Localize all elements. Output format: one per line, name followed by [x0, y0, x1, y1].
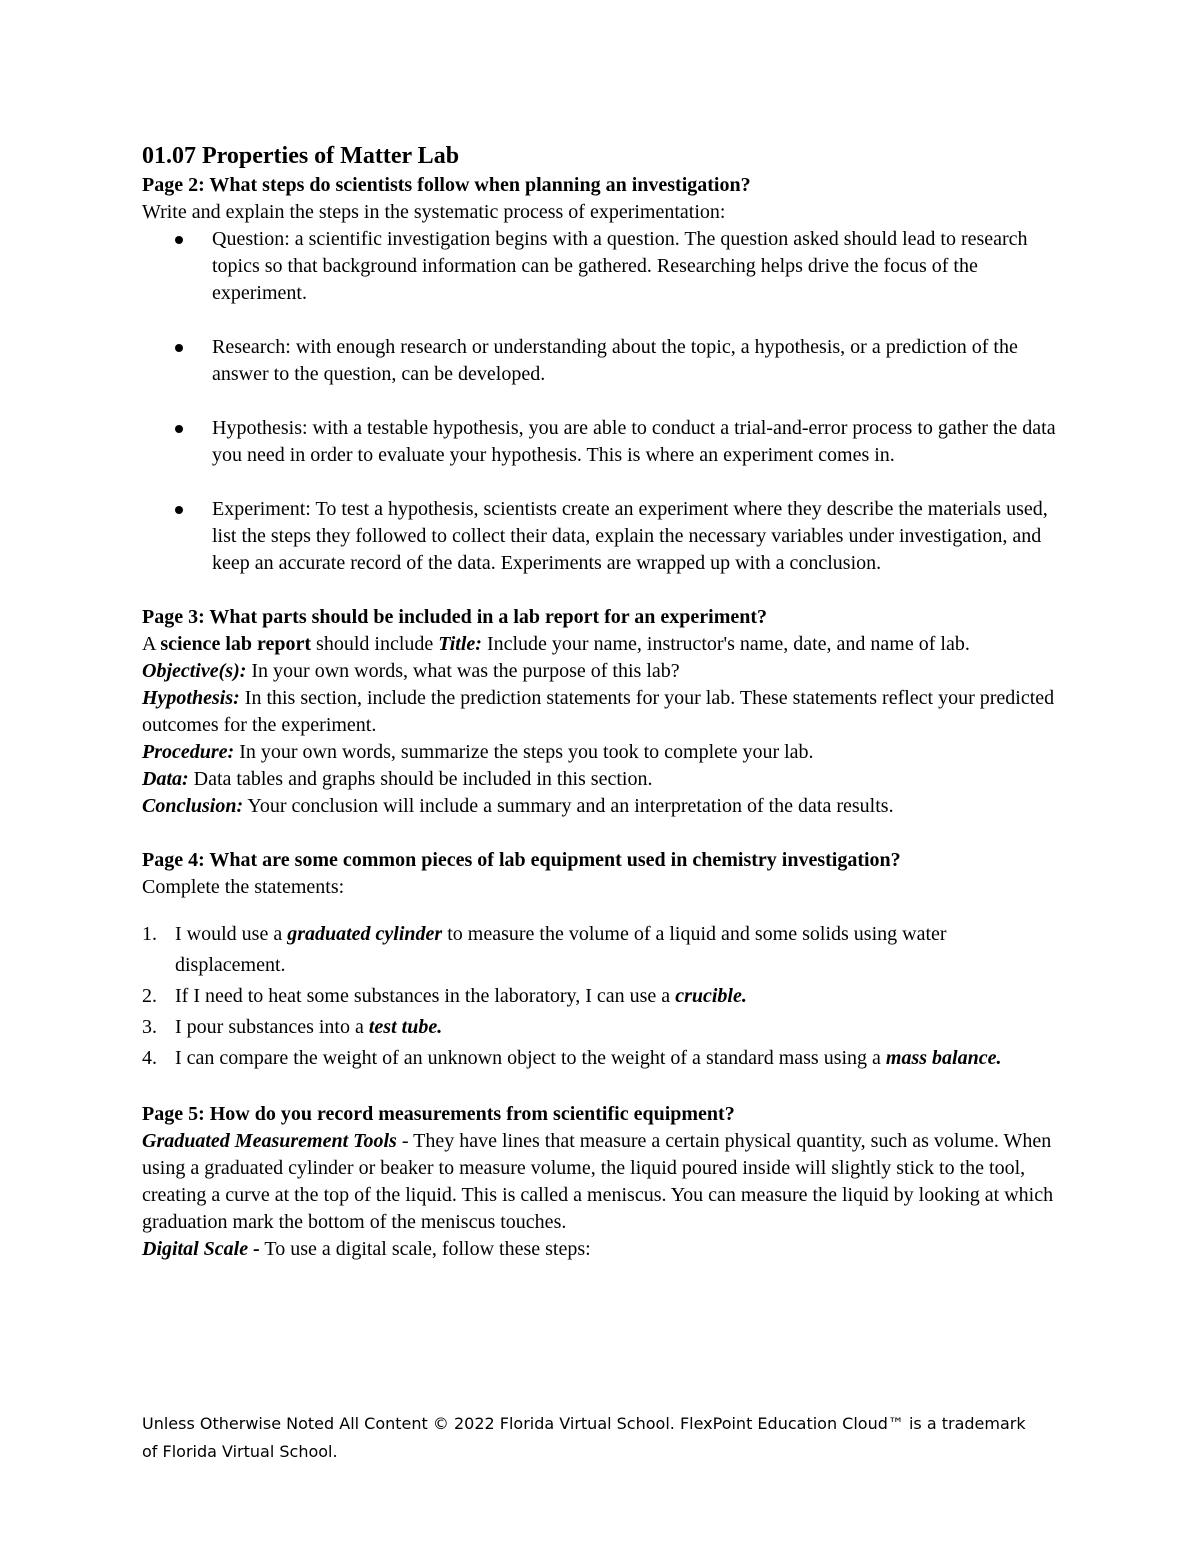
report-part — [142, 739, 1062, 766]
text-run: I can compare the weight of an unknown object to the weight of a standard mass using a — [175, 1047, 886, 1069]
list-item — [142, 496, 1062, 577]
section-heading: Page 4: What are some common pieces of lab equipment used in chemistry investigation? — [142, 849, 901, 871]
steps-bullet-list — [142, 226, 1062, 577]
list-item-text: Experiment: To test a hypothesis, scientists create an experiment where they describe the materials used, list the steps they followed to collect their data, explain the necessary variables under investigation, and keep an accurate record of the data. Experiments are wrapped up with a conclusion. — [212, 498, 1048, 574]
report-part-term: Data: — [142, 768, 189, 790]
text-run: A — [142, 633, 161, 655]
list-item — [142, 919, 1062, 981]
list-number: 1. — [142, 923, 157, 945]
definition-term: Digital Scale - — [142, 1238, 260, 1260]
list-item — [142, 415, 1062, 469]
section-page-5 — [142, 1101, 1062, 1263]
bullet-icon — [175, 425, 183, 433]
list-item-text: Research: with enough research or understanding about the topic, a hypothesis, or a prediction of the answer to the question, can be developed. — [212, 336, 1018, 385]
section-page-2 — [142, 172, 1062, 577]
report-part — [142, 766, 1062, 793]
digital-scale-paragraph — [142, 1236, 1062, 1263]
text-run: I would use a — [175, 923, 288, 945]
report-part — [142, 658, 1062, 685]
list-item-text: Question: a scientific investigation begins with a question. The question asked should lead to research topics so that background information can be gathered. Researching helps drive the focus of the experiment. — [212, 228, 1028, 304]
bullet-icon — [175, 344, 183, 352]
document-title: 01.07 Properties of Matter Lab — [142, 143, 460, 169]
answer-term: test tube. — [368, 1016, 443, 1038]
answer-term: crucible. — [675, 985, 747, 1007]
copyright-footer: Unless Otherwise Noted All Content © 2022 Florida Virtual School. FlexPoint Education Cloud™ is a trademark of Florida Virtual School. — [142, 1414, 1026, 1461]
section-heading: Page 3: What parts should be included in a lab report for an experiment? — [142, 606, 768, 628]
lab-report-intro — [142, 631, 1062, 658]
text-run: Include your name, instructor's name, date, and name of lab. — [481, 633, 970, 655]
equipment-numbered-list — [142, 919, 1062, 1074]
bold-term: science lab report — [160, 633, 312, 655]
list-number: 4. — [142, 1047, 157, 1069]
report-part-term: Procedure: — [142, 741, 235, 763]
section-heading: Page 5: How do you record measurements from scientific equipment? — [142, 1103, 735, 1125]
answer-term: graduated cylinder — [287, 923, 443, 945]
list-item — [142, 1043, 1062, 1074]
definition-text: - They have lines that measure a certain physical quantity, such as volume. When using a graduated cylinder or beaker to measure volume, the liquid poured inside will slightly stick to the tool, creating a curve at the top of the liquid. This is called a meniscus. You can measure the liquid by looking at which graduation mark the bottom of the meniscus touches. — [142, 1130, 1054, 1233]
report-part — [142, 685, 1062, 739]
measurement-tools-paragraph — [142, 1128, 1062, 1236]
text-run: I pour substances into a — [175, 1016, 369, 1038]
answer-term: mass balance. — [885, 1047, 1002, 1069]
section-intro: Write and explain the steps in the systematic process of experimentation: — [142, 201, 726, 223]
text-run: should include — [311, 633, 439, 655]
list-number: 2. — [142, 985, 157, 1007]
document-body — [142, 140, 1062, 1263]
list-item — [142, 226, 1062, 307]
section-intro: Complete the statements: — [142, 876, 345, 898]
section-heading: Page 2: What steps do scientists follow when planning an investigation? — [142, 174, 751, 196]
report-part-term: Objective(s): — [142, 660, 247, 682]
list-item — [142, 981, 1062, 1012]
bullet-icon — [175, 236, 183, 244]
report-part-term: Conclusion: — [142, 795, 244, 817]
list-item — [142, 1012, 1062, 1043]
text-run: to measure the volume of a liquid and some solids using water displacement. — [175, 923, 947, 976]
report-part-text: Your conclusion will include a summary and an interpretation of the data results. — [243, 795, 894, 817]
list-item — [142, 334, 1062, 388]
report-part-term: Title: — [438, 633, 482, 655]
definition-text: To use a digital scale, follow these steps: — [259, 1238, 591, 1260]
text-run: If I need to heat some substances in the laboratory, I can use a — [175, 985, 676, 1007]
definition-term: Graduated Measurement Tools — [142, 1130, 397, 1152]
section-page-3 — [142, 604, 1062, 820]
report-part-term: Hypothesis: — [142, 687, 240, 709]
report-part — [142, 793, 1062, 820]
list-item-text: Hypothesis: with a testable hypothesis, you are able to conduct a trial-and-error process to gather the data you need in order to evaluate your hypothesis. This is where an experiment comes in. — [212, 417, 1056, 466]
report-part-text: In your own words, what was the purpose of this lab? — [246, 660, 680, 682]
list-number: 3. — [142, 1016, 157, 1038]
section-page-4 — [142, 847, 1062, 1074]
report-part-text: In your own words, summarize the steps you took to complete your lab. — [234, 741, 814, 763]
bullet-icon — [175, 506, 183, 514]
report-part-text: Data tables and graphs should be included in this section. — [188, 768, 653, 790]
report-part-text: In this section, include the prediction statements for your lab. These statements reflect your predicted outcomes for the experiment. — [142, 687, 1055, 736]
